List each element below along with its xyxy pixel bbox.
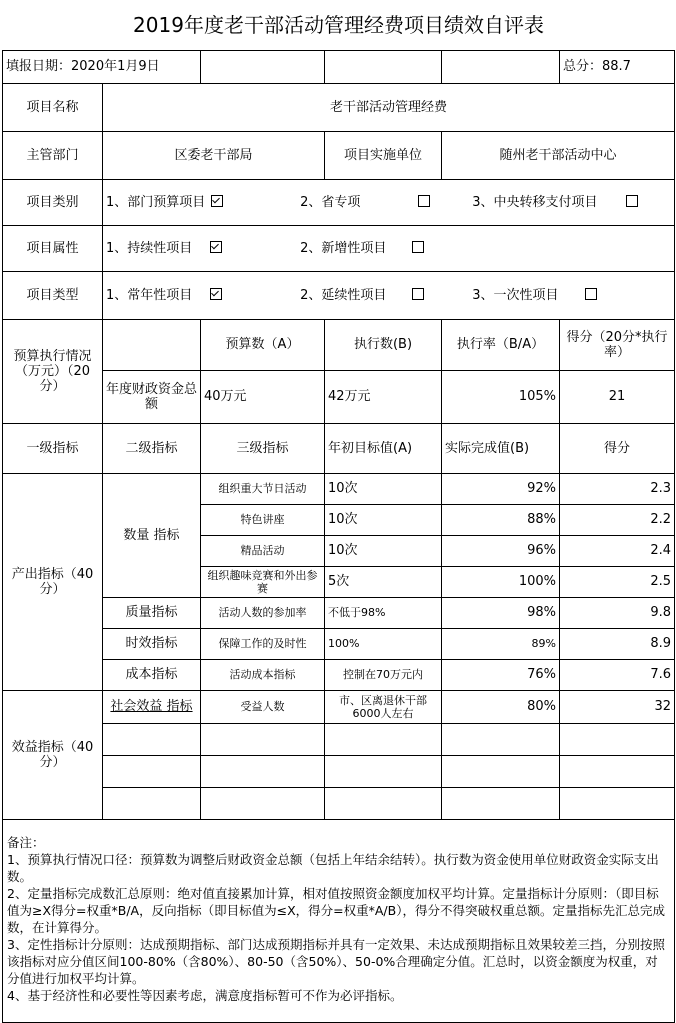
type-option-1-text: 1、常年性项目 bbox=[106, 287, 193, 303]
blank-cell bbox=[442, 50, 560, 83]
indicator-target: 控制在70万元内 bbox=[325, 659, 442, 690]
checkbox-icon bbox=[211, 195, 223, 207]
checkbox-icon bbox=[626, 195, 638, 207]
blank-cell bbox=[103, 319, 201, 370]
checkbox-icon bbox=[585, 288, 597, 300]
category-label: 项目类别 bbox=[3, 179, 103, 225]
indicator-score: 2.5 bbox=[560, 566, 675, 597]
indicator-score: 8.9 bbox=[560, 628, 675, 659]
note-item: 4、基于经济性和必要性等因素考虑，满意度指标暂可不作为必评指标。 bbox=[7, 987, 403, 1003]
blank-cell bbox=[442, 723, 560, 755]
blank-cell bbox=[442, 755, 560, 787]
type-option-3 bbox=[472, 288, 596, 303]
indicator-actual: 96% bbox=[442, 535, 560, 566]
project-name: 老干部活动管理经费 bbox=[103, 83, 675, 131]
type-option-2-text: 2、延续性项目 bbox=[300, 287, 387, 303]
blank-cell bbox=[560, 723, 675, 755]
social-benefit-label: 社会效益 指标 bbox=[103, 690, 201, 723]
impl: 随州老干部活动中心 bbox=[442, 131, 675, 179]
indicator-actual: 76% bbox=[442, 659, 560, 690]
indicator-score: 2.2 bbox=[560, 504, 675, 535]
indicator-target: 10次 bbox=[325, 504, 442, 535]
blank-cell bbox=[103, 787, 201, 819]
indicator-target: 不低于98% bbox=[325, 597, 442, 628]
blank-cell bbox=[103, 723, 201, 755]
benefit-label: 效益指标（40分） bbox=[3, 690, 103, 819]
indicator-score: 32 bbox=[560, 690, 675, 723]
indicator-actual: 98% bbox=[442, 597, 560, 628]
note-item: 3、定性指标计分原则：达成预期指标、部门达成预期指标并具有一定效果、未达成预期指标且效果较差三挡，分别按照该指标对应分值区间100-80%（含80%）、80-50（含50%）、50-0%合理确定分值。汇总时，以资金额度为权重，对分值进行加权平均计算。 bbox=[7, 936, 665, 986]
impl-label: 项目实施单位 bbox=[325, 131, 442, 179]
type-option-3-text: 3、一次性项目 bbox=[472, 287, 559, 303]
blank-cell bbox=[325, 787, 442, 819]
cost-label: 成本指标 bbox=[103, 659, 201, 690]
category-option-3-text: 3、中央转移支付项目 bbox=[472, 194, 598, 210]
indicator-target: 市、区离退休干部6000人左右 bbox=[325, 690, 442, 723]
attribute-option-1-text: 1、持续性项目 bbox=[106, 240, 193, 256]
rate-header: 执行率（B/A） bbox=[442, 319, 560, 370]
category-option-3 bbox=[472, 195, 637, 210]
blank-cell bbox=[201, 755, 325, 787]
evaluation-table bbox=[2, 2, 675, 1023]
blank-cell bbox=[201, 50, 325, 83]
indicator-target: 5次 bbox=[325, 566, 442, 597]
blank-cell bbox=[325, 723, 442, 755]
budget-value: 40万元 bbox=[201, 370, 325, 423]
attribute-label: 项目属性 bbox=[3, 225, 103, 271]
indicator-score: 7.6 bbox=[560, 659, 675, 690]
category-option-2 bbox=[300, 195, 468, 210]
indicator-target: 100% bbox=[325, 628, 442, 659]
checkbox-icon bbox=[210, 288, 222, 300]
blank-cell bbox=[201, 787, 325, 819]
blank-cell bbox=[103, 755, 201, 787]
quality-label: 质量指标 bbox=[103, 597, 201, 628]
indicator-l3: 特色讲座 bbox=[201, 504, 325, 535]
attribute-option-2-text: 2、新增性项目 bbox=[300, 240, 387, 256]
page-title: 2019年度老干部活动管理经费项目绩效自评表 bbox=[133, 13, 544, 38]
note-item: 2、定量指标完成数汇总原则：绝对值直接累加计算，相对值按照资金额度加权平均计算。定量指标计分原则：（即目标值为≥X得分=权重*B/A，反向指标（即目标值为≤X，得分=权重*A/B），得分不得突破权重总额。定量指标先汇总完成数，在计算得分。 bbox=[7, 885, 665, 935]
indicator-l3: 保障工作的及时性 bbox=[201, 628, 325, 659]
blank-cell bbox=[325, 755, 442, 787]
type-option-1 bbox=[106, 288, 296, 303]
checkbox-icon bbox=[418, 195, 430, 207]
attribute-option-1 bbox=[106, 241, 296, 256]
l3-header: 三级指标 bbox=[201, 423, 325, 473]
category-option-2-text: 2、省专项 bbox=[300, 194, 361, 210]
attribute-options bbox=[103, 225, 675, 271]
indicator-target: 10次 bbox=[325, 473, 442, 504]
indicator-l3: 受益人数 bbox=[201, 690, 325, 723]
indicator-l3: 组织趣味竞赛和外出参赛 bbox=[201, 566, 325, 597]
type-options bbox=[103, 271, 675, 319]
indicator-score: 2.3 bbox=[560, 473, 675, 504]
l2-header: 二级指标 bbox=[103, 423, 201, 473]
dept: 区委老干部局 bbox=[103, 131, 325, 179]
checkbox-icon bbox=[412, 288, 424, 300]
fiscal-total-label: 年度财政资金总额 bbox=[103, 370, 201, 423]
indicator-actual: 89% bbox=[442, 628, 560, 659]
output-label: 产出指标（40分） bbox=[3, 473, 103, 690]
checkbox-icon bbox=[210, 241, 222, 253]
total-score: 总分：88.7 bbox=[560, 50, 675, 83]
type-label: 项目类型 bbox=[3, 271, 103, 319]
fill-date: 填报日期：2020年1月9日 bbox=[3, 50, 201, 83]
indicator-score: 9.8 bbox=[560, 597, 675, 628]
budget-score-header: 得分（20分*执行率） bbox=[560, 319, 675, 370]
rate-value: 105% bbox=[442, 370, 560, 423]
indicator-actual: 80% bbox=[442, 690, 560, 723]
exec-header: 执行数(B) bbox=[325, 319, 442, 370]
budget-label: 预算执行情况（万元）（20分） bbox=[3, 319, 103, 423]
score-header: 得分 bbox=[560, 423, 675, 473]
note-item: 1、预算执行情况口径：预算数为调整后财政资金总额（包括上年结余结转）。执行数为资金使用单位财政资金实际支出数。 bbox=[7, 851, 659, 884]
category-option-1-text: 1、部门预算项目 bbox=[106, 194, 206, 210]
indicator-l3: 活动人数的参加率 bbox=[201, 597, 325, 628]
budget-header: 预算数（A） bbox=[201, 319, 325, 370]
indicator-l3: 精品活动 bbox=[201, 535, 325, 566]
category-option-1 bbox=[106, 195, 296, 210]
target-header: 年初目标值(A) bbox=[325, 423, 442, 473]
notes bbox=[3, 819, 675, 1022]
blank-cell bbox=[442, 787, 560, 819]
category-options bbox=[103, 179, 675, 225]
type-option-2 bbox=[300, 288, 468, 303]
quantity-label: 数量 指标 bbox=[103, 473, 201, 597]
indicator-actual: 100% bbox=[442, 566, 560, 597]
actual-header: 实际完成值(B) bbox=[442, 423, 560, 473]
exec-value: 42万元 bbox=[325, 370, 442, 423]
blank-cell bbox=[560, 787, 675, 819]
indicator-actual: 92% bbox=[442, 473, 560, 504]
project-name-label: 项目名称 bbox=[3, 83, 103, 131]
checkbox-icon bbox=[412, 241, 424, 253]
indicator-target: 10次 bbox=[325, 535, 442, 566]
indicator-score: 2.4 bbox=[560, 535, 675, 566]
dept-label: 主管部门 bbox=[3, 131, 103, 179]
l1-header: 一级指标 bbox=[3, 423, 103, 473]
indicator-actual: 88% bbox=[442, 504, 560, 535]
timeliness-label: 时效指标 bbox=[103, 628, 201, 659]
blank-cell bbox=[325, 50, 442, 83]
indicator-l3: 活动成本指标 bbox=[201, 659, 325, 690]
note-heading: 备注： bbox=[7, 834, 45, 850]
budget-score-value: 21 bbox=[560, 370, 675, 423]
indicator-l3: 组织重大节日活动 bbox=[201, 473, 325, 504]
blank-cell bbox=[201, 723, 325, 755]
attribute-option-2 bbox=[300, 241, 424, 256]
blank-cell bbox=[560, 755, 675, 787]
